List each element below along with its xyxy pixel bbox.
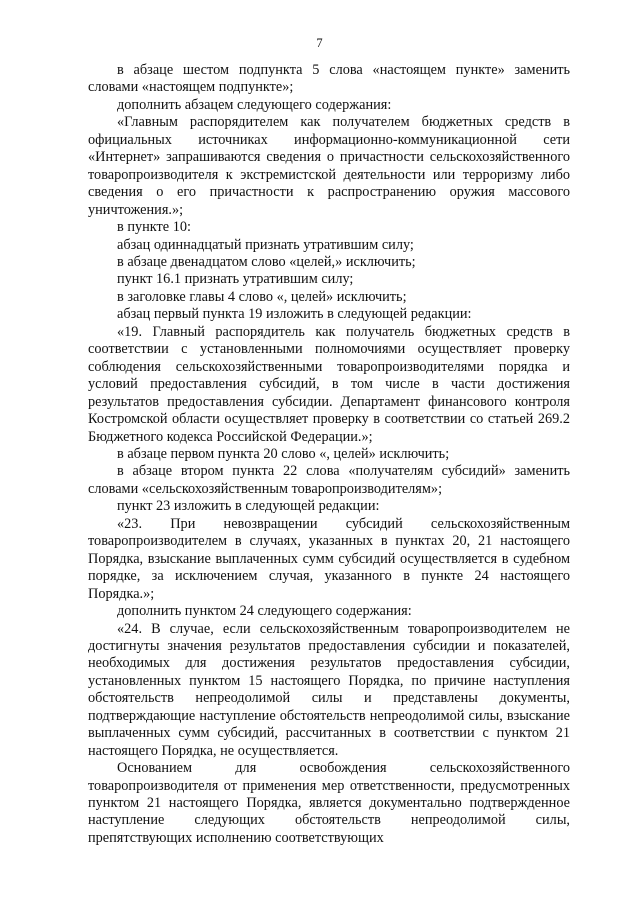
- paragraph-amend-subpoint-5: в абзаце шестом подпункта 5 слова «настоящем пункте» заменить словами «настоящем подпункте»;: [88, 62, 570, 96]
- paragraph-abzac-11-void: абзац одиннадцатый признать утратившим силу;: [117, 236, 414, 253]
- paragraph-point-19-intro: абзац первый пункта 19 изложить в следующей редакции:: [117, 306, 472, 323]
- paragraph-point-20-exclude: в абзаце первом пункта 20 слово «, целей» исключить;: [117, 445, 450, 462]
- paragraph-abzac-12-exclude: в абзаце двенадцатом слово «целей,» исключить;: [117, 253, 416, 270]
- document-body: [88, 62, 570, 847]
- paragraph-point-24-intro: дополнить пунктом 24 следующего содержания:: [117, 603, 412, 620]
- paragraph-point-23-intro: пункт 23 изложить в следующей редакции:: [117, 498, 380, 515]
- paragraph-add-abzac: дополнить абзацем следующего содержания:: [117, 96, 392, 113]
- paragraph-point-16-1-void: пункт 16.1 признать утратившим силу;: [117, 271, 354, 288]
- paragraph-point-24-text: «24. В случае, если сельскохозяйственным товаропроизводителем не достигнуты значения результатов предоставления субсидии и показателей, необходимых для достижения результатов предоставления субсидии, установленных пунктом 15 настоящего Порядка, по причине наступления обстоятельств непреодолимой силы и представлены документы, подтверждающие наступление обстоятельств непреодолимой силы, взыскание выплаченных сумм субсидий, рассчитанных в соответствии с пунктом 21 настоящего Порядка, не осуществляется.: [88, 620, 570, 759]
- page-number: 7: [316, 36, 323, 50]
- paragraph-point-22-replace: в абзаце втором пункта 22 слова «получателям субсидий» заменить словами «сельскохозяйственным товаропроизводителям»;: [88, 463, 570, 497]
- paragraph-chapter-4-title: в заголовке главы 4 слово «, целей» исключить;: [117, 288, 407, 305]
- paragraph-point-23-text: «23. При невозвращении субсидий сельскохозяйственным товаропроизводителем в случаях, указанных в пунктах 20, 21 настоящего Порядка, взыскание выплаченных сумм субсидий осуществляется в судебном порядке, за исключением случая, указанного в пункте 24 настоящего Порядка.»;: [88, 515, 570, 602]
- paragraph-point-19-text: «19. Главный распорядитель как получатель бюджетных средств в соответствии с установленными полномочиями осуществляет проверку соблюдения сельскохозяйственными товаропроизводителями порядка и условий предоставления субсидий, в том числе в части достижения результатов предоставления субсидии. Департамент финансового контроля Костромской области осуществляет проверку в соответствии со статьей 269.2 Бюджетного кодекса Российской Федерации.»;: [88, 323, 570, 445]
- paragraph-chief-administrator-quote: «Главным распорядителем как получателем бюджетных средств в официальных источниках информационно-коммуникационной сети «Интернет» запрашиваются сведения о причастности сельскохозяйственного товаропроизводителя к экстремистской деятельности или терроризму либо сведения о его причастности к распространению оружия массового уничтожения.»;: [88, 114, 570, 218]
- paragraph-point-10: в пункте 10:: [117, 219, 191, 236]
- paragraph-grounds-for-exemption: Основанием для освобождения сельскохозяйственного товаропроизводителя от применения мер ответственности, предусмотренных пунктом 21 настоящего Порядка, является документально подтвержденное наступление следующих обстоятельств непреодолимой силы, препятствующих исполнению соответствующих: [88, 760, 570, 846]
